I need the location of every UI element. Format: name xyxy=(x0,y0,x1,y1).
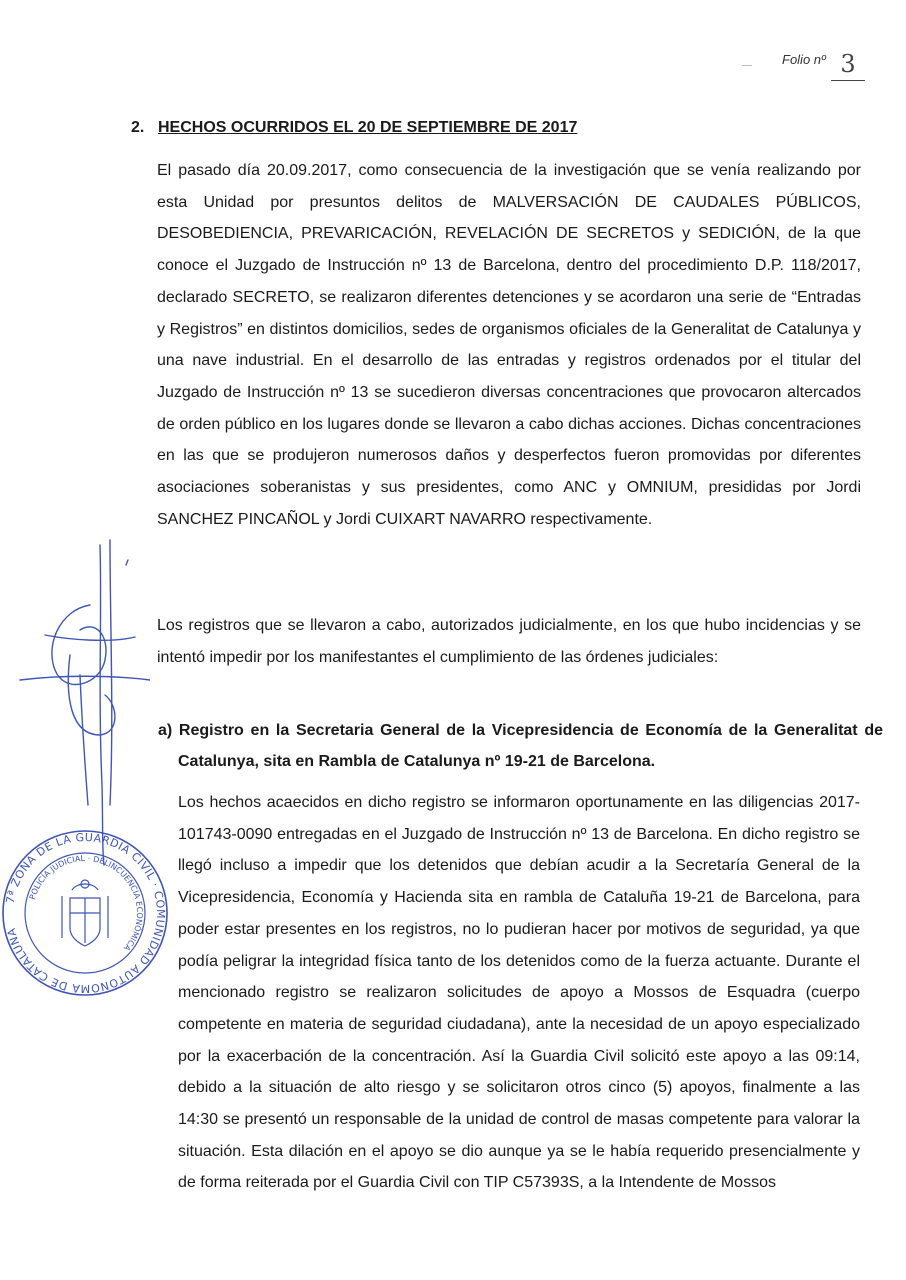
stamp-outer-text: 7ª ZONA DE LA GUARDIA CIVIL · COMUNIDAD AUTÓNOMA DE CATALUÑA xyxy=(3,830,168,996)
section-number: 2. xyxy=(131,119,145,136)
svg-text:POLICÍA JUDICIAL · DELINCUENCI xyxy=(28,854,145,953)
section-heading xyxy=(131,119,831,137)
subsection-body: Los hechos acaecidos en dicho registro se informaron oportunamente en las diligencias 2017-101743-0090 entregadas en el Juzgado de Instrucción nº 13 de Barcelona. En dicho registro se llegó incluso a impedir que los detenidos que debían acudir a la Secretaría General de la Vicepresidencia, Economía y Hacienda sita en rambla de Cataluña 19-21 de Barcelona, para poder estar presentes en los registros, no lo pudieran hacer por motivos de seguridad, ya que podía peligrar la integridad física tanto de los detenidos como de la fuerza actuante. Durante el mencionado registro se realizaron solicitudes de apoyo a Mossos de Esquadra (cuerpo competente en materia de seguridad ciudadana), ante la necesidad de un apoyo especializado por la exacerbación de la concentración. Así la Guardia Civil solicitó este apoyo a las 09:14, debido a la situación de alto riesgo y se solicitaron otros cinco (5) apoyos, finalmente a las 14:30 se presentó un responsable de la unidad de control de masas competente para valorar la situación. Esta dilación en el apoyo se dio aunque ya se le había requerido presencialmente y de forma reiterada por el Guardia Civil con TIP C57393S, a la Intendente de Mossos xyxy=(178,794,860,1192)
subsection-heading: a) Registro en la Secretaria General de la Vicepresidencia de Economía de la Generalitat de Catalunya, sita en Rambla de Catalunya nº 19-21 de Barcelona. xyxy=(158,722,883,770)
paragraph-2: Los registros que se llevaron a cabo, autorizados judicialmente, en los que hubo incidencias y se intentó impedir por los manifestantes el cumplimiento de las órdenes judiciales: xyxy=(157,617,861,666)
official-stamp xyxy=(0,828,170,998)
stamp-inner-text: POLICÍA JUDICIAL · DELINCUENCIA ECONÓMICA xyxy=(27,853,145,953)
paragraph-1: El pasado día 20.09.2017, como consecuencia de la investigación que se venía realizando por esta Unidad por presuntos delitos de MALVERSACIÓN DE CAUDALES PÚBLICOS, DESOBEDIENCIA, PREVARICACIÓN, REVELACIÓN DE SECRETOS y SEDICIÓN, de la que conoce el Juzgado de Instrucción nº 13 de Barcelona, dentro del procedimiento D.P. 118/2017, declarado SECRETO, se realizaron diferentes detenciones y se acordaron una serie de “Entradas y Registros” en distintos domicilios, sedes de organismos oficiales de la Generalitat de Catalunya y una nave industrial. En el desarrollo de las entradas y registros ordenados por el titular del Juzgado de Instrucción nº 13 se sucedieron diversas concentraciones que provocaron altercados de orden público en los lugares donde se llevaron a cabo dichas acciones. Dichas concentraciones en las que se produjeron numerosos daños y desperfectos fueron promovidas por diferentes asociaciones soberanistas y sus presidentes, como ANC y OMNIUM, presididas por Jordi SANCHEZ PINCAÑOL y Jordi CUIXART NAVARRO respectivamente. xyxy=(157,162,861,528)
section-title: HECHOS OCURRIDOS EL 20 DE SEPTIEMBRE DE 2017 xyxy=(158,119,578,136)
signature-ink xyxy=(10,535,150,870)
folio-mark xyxy=(742,65,752,66)
coat-of-arms-icon xyxy=(62,880,108,946)
folio-number: 3 xyxy=(831,48,865,81)
folio-label: Folio nº xyxy=(782,52,826,67)
